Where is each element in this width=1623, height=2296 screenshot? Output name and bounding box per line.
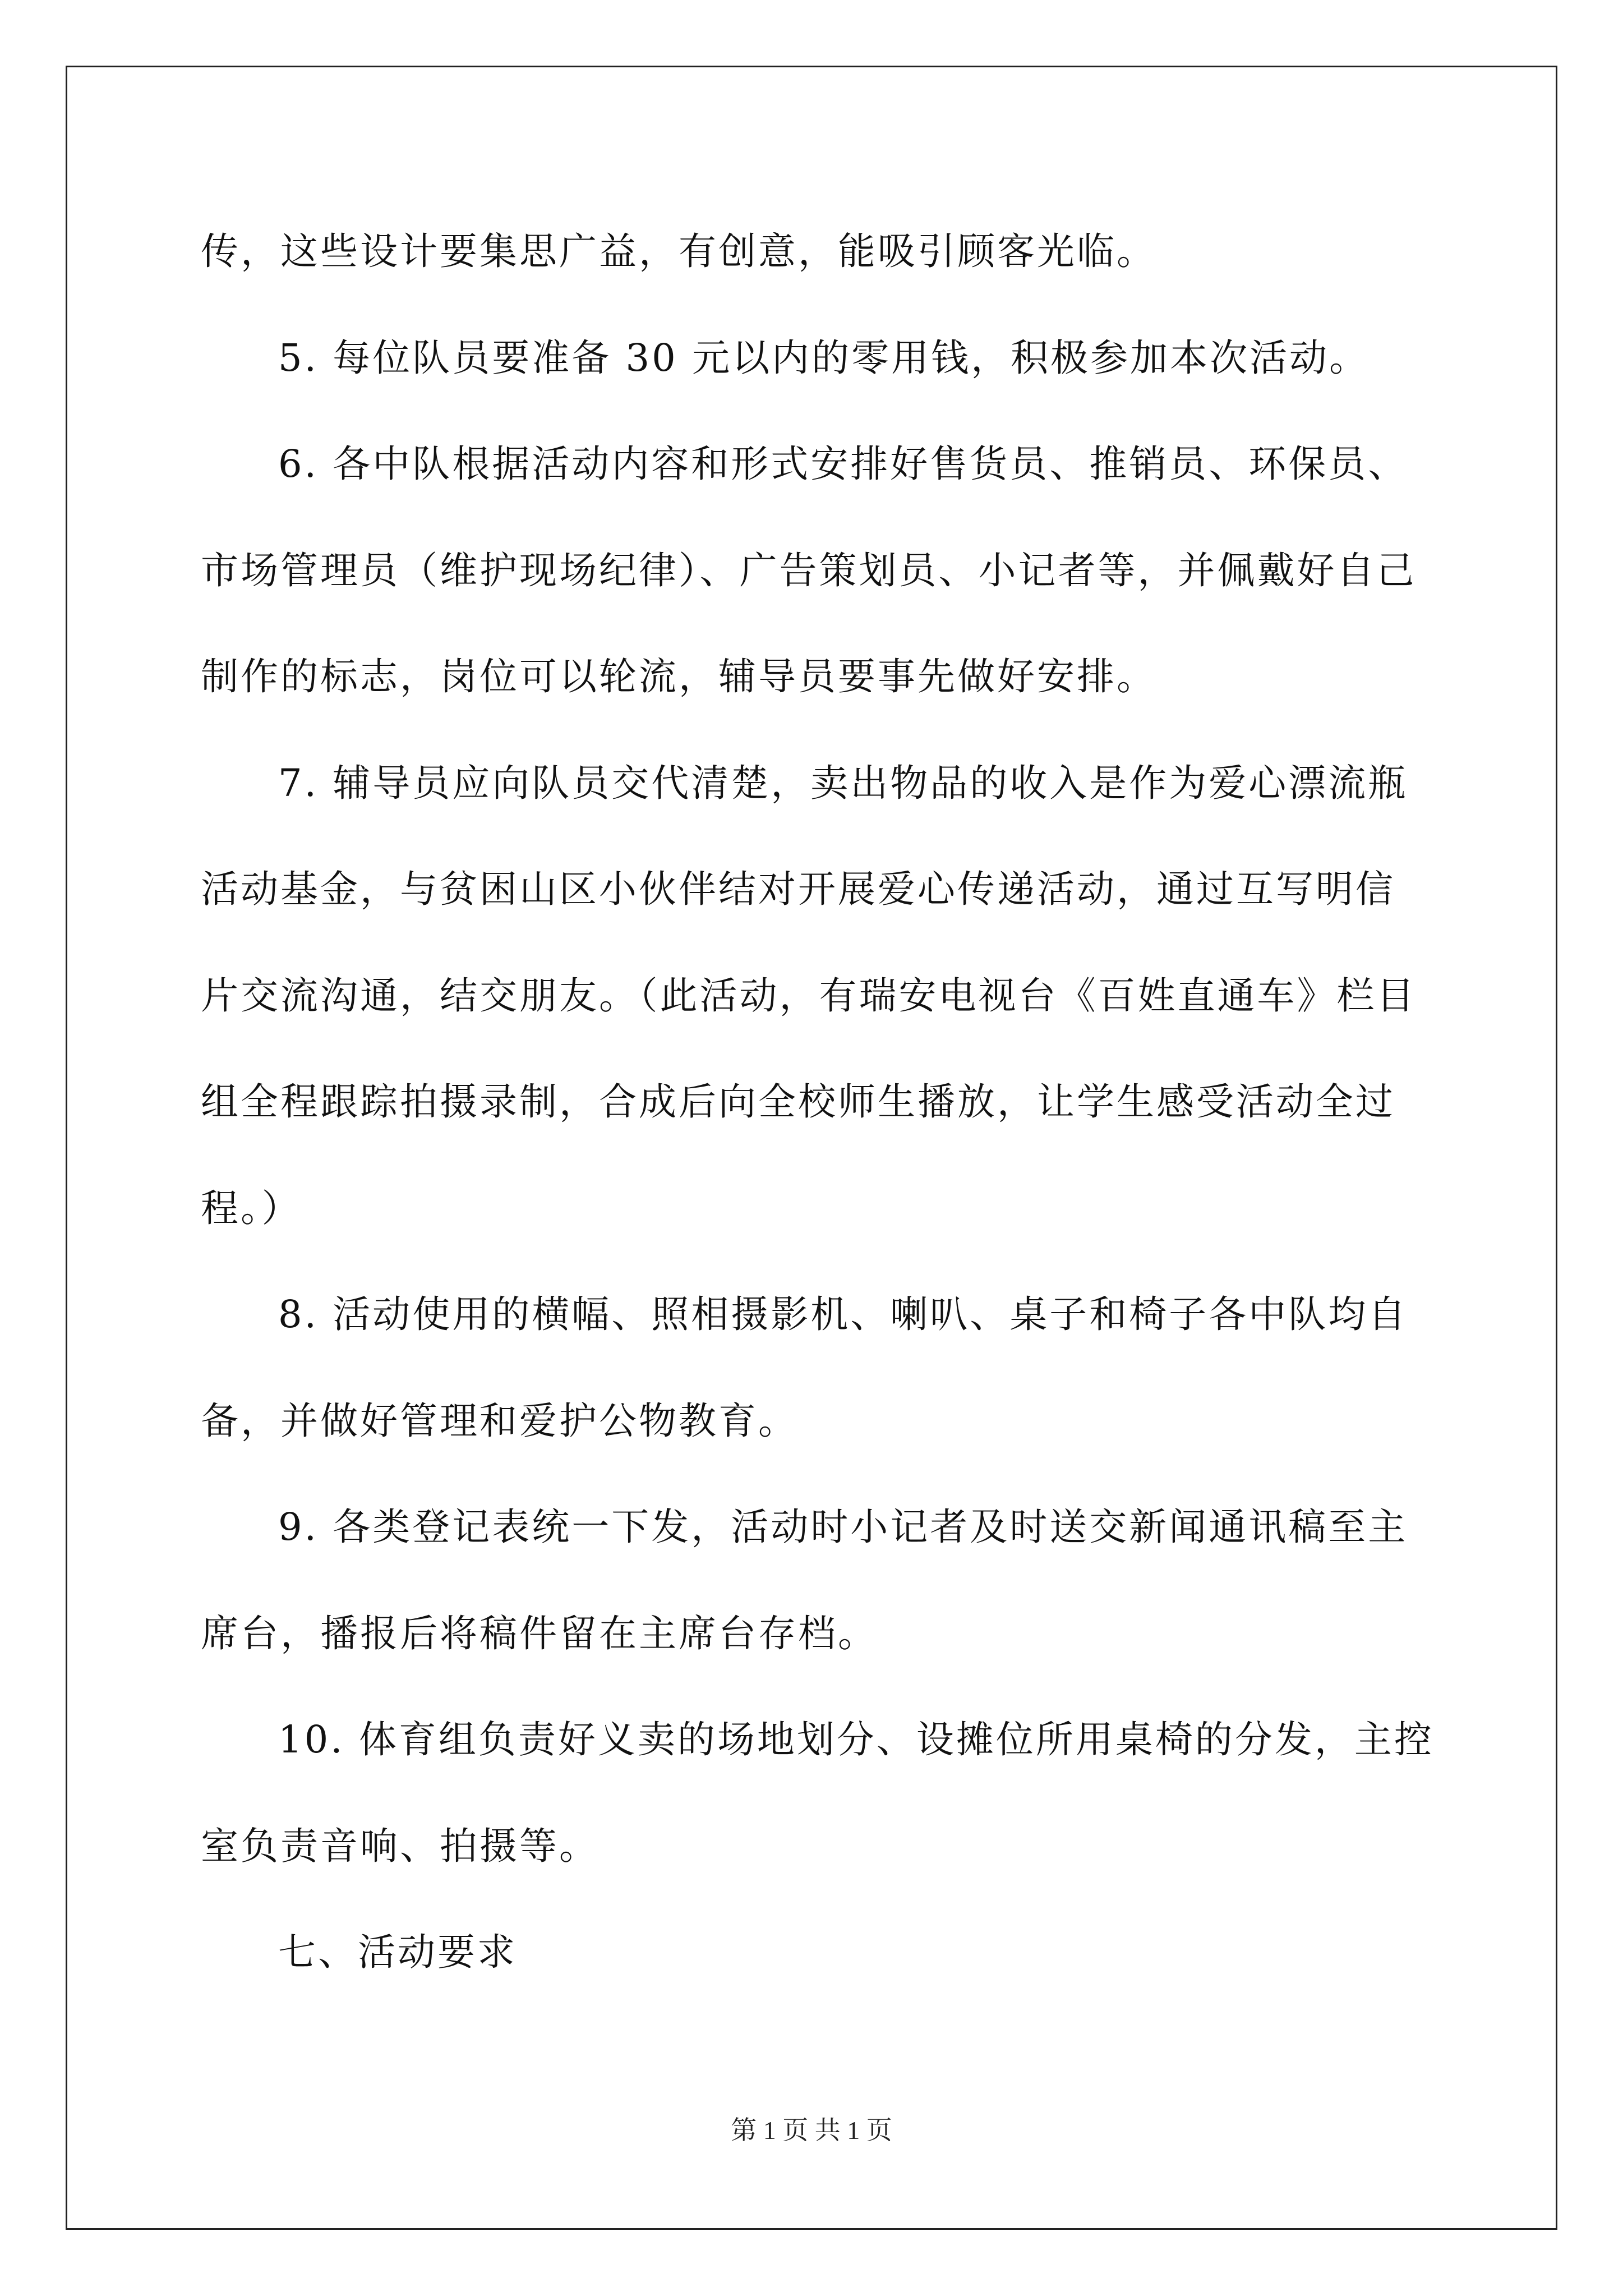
paragraph-line: 备，并做好管理和爱护公物教育。 xyxy=(201,1399,798,1443)
list-item-8: 8. 活动使用的横幅、照相摄影机、喇叭、桌子和椅子各中队均自 xyxy=(278,1292,1408,1336)
paragraph-line: 席台，播报后将稿件留在主席台存档。 xyxy=(201,1612,878,1655)
paragraph-line: 程。） xyxy=(201,1186,302,1230)
list-item-7: 7. 辅导员应向队员交代清楚，卖出物品的收入是作为爱心漂流瓶 xyxy=(278,761,1408,805)
list-item-10: 10. 体育组负责好义卖的场地划分、设摊位所用桌椅的分发，主控 xyxy=(278,1718,1434,1761)
paragraph-line: 制作的标志，岗位可以轮流，辅导员要事先做好安排。 xyxy=(201,655,1156,698)
paragraph-line: 活动基金，与贫困山区小伙伴结对开展爱心传递活动，通过互写明信 xyxy=(201,867,1395,911)
paragraph-line: 传，这些设计要集思广益，有创意，能吸引顾客光临。 xyxy=(201,229,1156,273)
list-item-5: 5. 每位队员要准备 30 元以内的零用钱，积极参加本次活动。 xyxy=(278,336,1370,380)
list-item-9: 9. 各类登记表统一下发，活动时小记者及时送交新闻通讯稿至主 xyxy=(278,1505,1408,1549)
paragraph-line: 市场管理员（维护现场纪律）、广告策划员、小记者等，并佩戴好自己 xyxy=(201,549,1417,592)
page-number-footer: 第 1 页 共 1 页 xyxy=(731,2116,892,2145)
paragraph-line: 组全程跟踪拍摄录制，合成后向全校师生播放，让学生感受活动全过 xyxy=(201,1080,1395,1124)
page-border xyxy=(66,66,1557,2230)
list-item-6: 6. 各中队根据活动内容和形式安排好售货员、推销员、环保员、 xyxy=(278,442,1408,486)
paragraph-line: 室负责音响、拍摄等。 xyxy=(201,1824,599,1868)
paragraph-line: 片交流沟通，结交朋友。（此活动，有瑞安电视台《百姓直通车》栏目 xyxy=(201,974,1417,1018)
section-heading: 七、活动要求 xyxy=(278,1930,517,1974)
